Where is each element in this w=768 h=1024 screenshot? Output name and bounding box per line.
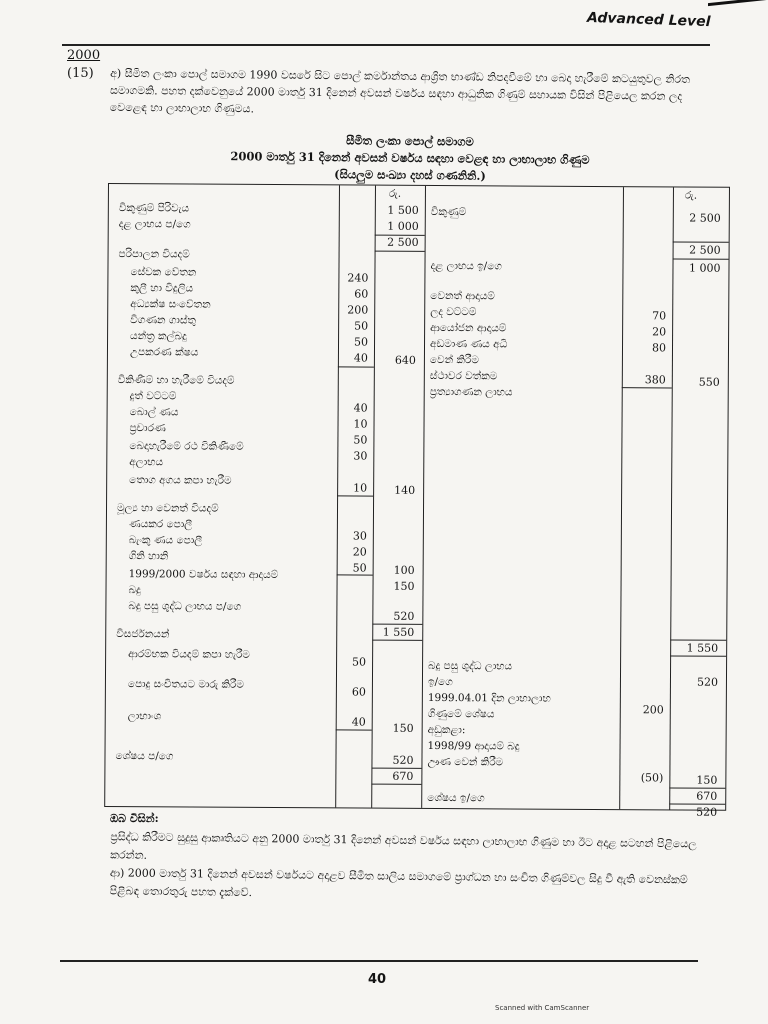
instructions-text — [110, 828, 711, 907]
debit-amount: 1 000 — [387, 219, 419, 233]
instruction-text: 2000 මාර්තු 31 දිනෙන් අවසන් වර්ෂයට අදාළව සීමිත සාලිය සමාගමේ ප්‍රාග්ධන හා සංචිත ගිණුම්වල සිදු වී ඇති වෙනස්කම් පිළිබඳ තොරතුරු පහත දැක්වේ. — [109, 866, 688, 900]
instruction-line — [110, 864, 710, 907]
debit-detail: 240 — [347, 271, 369, 285]
credit-label: ලද වට්ටම් — [430, 305, 477, 319]
header-label: Advanced Level — [586, 9, 711, 31]
credit-total: 670 — [696, 789, 718, 803]
credit-amount: 150 — [696, 773, 718, 787]
debit-label: ගිනි හානි — [128, 550, 169, 563]
debit-label: බෙදාහැරීමේ රථ විකිණීමේ — [129, 440, 244, 453]
credit-amount: 1 000 — [688, 261, 721, 275]
credit-label: විකුණුම් — [430, 205, 467, 219]
debit-label: කුලී හා විදුලිය — [130, 282, 194, 295]
credit-detail: 200 — [642, 703, 664, 717]
credit-label: බදු පසු ශුද්ධ ලාභය — [428, 659, 513, 673]
debit-detail: 60 — [351, 685, 366, 699]
statement-title: සීමිත ලංකා පොල් සමාගම — [346, 133, 474, 149]
debit-amount: 140 — [394, 483, 416, 497]
debit-detail: 30 — [353, 449, 368, 463]
debit-label: අධ්‍යක්ෂ සංවේතන — [130, 298, 211, 311]
debit-detail: 50 — [353, 433, 368, 447]
debit-detail: 20 — [352, 545, 367, 559]
scanner-watermark: Scanned with CamScanner — [495, 1004, 590, 1012]
debit-detail: 50 — [352, 655, 367, 669]
underline — [336, 729, 372, 730]
debit-amount: 640 — [394, 353, 416, 367]
credit-label: ශේෂය ඉ/ගෙ — [427, 791, 485, 805]
debit-total: 2 500 — [387, 235, 419, 249]
credit-label: අඩමාණ ණය අධි — [429, 337, 508, 351]
credit-label: වෙන් කිරීම — [429, 353, 479, 367]
debit-label: බොල් ණය — [129, 406, 179, 419]
statement-note: (සියලුම සංඛ්‍යා දහස් ගණනිනි.) — [334, 167, 486, 183]
debit-label: ආරම්භක වියදම් කපා හැරීම — [128, 648, 251, 661]
debit-detail: 10 — [353, 481, 368, 495]
credit-label: ඌණ වෙන් කිරීම — [427, 755, 504, 769]
credit-label: ආයෝජන ආදායම් — [430, 321, 507, 335]
credit-amount: 520 — [696, 675, 719, 689]
currency-label: රු. — [684, 189, 698, 202]
underline — [622, 387, 672, 388]
credit-label: ස්ථාවර වත්කම — [429, 369, 498, 383]
credit-label: ඉ/ගෙ — [427, 675, 453, 689]
underline — [670, 655, 726, 656]
column-divider — [421, 186, 426, 808]
underline — [337, 495, 373, 496]
intro-text: සීමිත ලංකා පොල් සමාගම 1990 වසරේ සිට පොල් කර්මාන්තය ආශ්‍රිත භාණ්ඩ නිපදවීමේ හා බෙදා හැරීමේ කටයුතුවල නිරත සමාගමකි. පහත දක්වෙනුයේ 2000 මාර්තු 31 දිනෙන් අවසන් වර්ෂය සඳහා ආධුනික ගිණුම් සහායක විසින් පිළියෙල කරන ලද වෙළෙඳ හා ලාභාලාභ ගිණුමය. — [109, 67, 691, 116]
debit-label: උපකරණ ක්ෂය — [129, 346, 199, 359]
instruction-marker: ආ) — [109, 866, 125, 880]
credit-section-heading: වෙනත් ආදායම් — [430, 289, 495, 303]
instructions-heading: ඔබ විසින්: — [110, 812, 159, 825]
header-rule — [62, 44, 710, 46]
question-year: 2000 — [67, 48, 101, 63]
debit-label: තොග අගය කපා හැරීම — [129, 474, 232, 487]
intro-marker: අ) — [110, 66, 122, 80]
credit-label: දළ ලාභය ඉ/ගෙ — [430, 259, 502, 273]
debit-label: සේවක වේතන — [130, 266, 197, 279]
debit-label: ශේෂය ප/ගෙ — [115, 750, 174, 763]
debit-section-heading: විකිණීම් හා හැරීමේ වියදම් — [117, 374, 235, 387]
debit-detail: 30 — [352, 529, 367, 543]
debit-detail: 50 — [352, 561, 367, 575]
credit-label: 1999.04.01 දින ලාභාලාභ — [427, 691, 551, 705]
debit-amount: 150 — [392, 721, 414, 735]
column-divider — [669, 187, 674, 809]
debit-label: ලාභාංශ — [127, 710, 162, 723]
debit-label: දළ ලාභය ප/ගෙ — [118, 218, 191, 231]
underline — [372, 640, 422, 641]
credit-detail: 380 — [644, 373, 666, 387]
debit-amount: 520 — [392, 753, 414, 767]
credit-total: 1 550 — [686, 641, 719, 655]
underline — [371, 784, 421, 785]
debit-detail: 200 — [347, 303, 369, 317]
footer-rule — [60, 960, 698, 962]
credit-amount: 550 — [698, 375, 720, 389]
debit-label: අලාභය — [129, 456, 164, 469]
credit-detail: 80 — [651, 341, 667, 355]
debit-detail: 60 — [354, 287, 369, 301]
credit-total: 2 500 — [689, 243, 721, 257]
statement-subtitle: 2000 මාර්තු 31 දිනෙන් අවසන් වර්ෂය සඳහා වෙළඳ හා ලාභාලාභ ගිණුම — [230, 149, 590, 167]
debit-detail: 10 — [353, 417, 368, 431]
debit-label: බැංකු ණය පොලී — [128, 534, 203, 547]
debit-detail: 40 — [351, 715, 366, 729]
question-intro — [110, 65, 711, 122]
credit-label: ප්‍රත්‍යාගණන ලාභය — [429, 385, 513, 399]
underline — [337, 574, 373, 575]
debit-label: ණයකර පොලී — [128, 518, 193, 531]
debit-total: 1 550 — [382, 625, 415, 639]
underline — [338, 366, 374, 367]
debit-label: දුත් වට්ටම් — [129, 390, 177, 403]
debit-detail: 50 — [354, 319, 369, 333]
credit-amount: 520 — [696, 805, 718, 819]
credit-label: අඩුකළා: — [427, 723, 466, 737]
page-number: 40 — [368, 972, 387, 987]
debit-section-heading: පරිපාලන වියදම් — [118, 248, 190, 261]
credit-detail: 70 — [652, 309, 667, 323]
underline — [673, 258, 729, 259]
debit-amount: 520 — [393, 609, 415, 623]
debit-label: යන්ත්‍ර කල්බදු — [130, 330, 187, 343]
debit-label: විගණන ගාස්තු — [130, 314, 196, 327]
debit-label: පොදු සංචිතයට මාරු කිරීම — [127, 678, 244, 691]
debit-amount: 150 — [393, 579, 415, 593]
debit-amount: 100 — [393, 563, 415, 577]
instruction-line: ප්‍රසිද්ධ කිරීමට සුදුසු ආකෘතියට අනු 2000 මාර්තු 31 දිනෙන් අවසන් වර්ෂය සඳහා ලාභාලාභ ගිණුම හා ඊට අදාළ සටහන් පිළියෙල කරන්න. — [110, 830, 697, 862]
debit-detail: 40 — [353, 401, 368, 415]
debit-label: 1999/2000 වර්ෂය සඳහා ආදායම් — [128, 568, 279, 582]
debit-section-heading: මූල්‍ය හා වෙනත් වියදම් — [116, 502, 219, 515]
debit-detail: 40 — [353, 351, 368, 365]
debit-label: ප්‍රචාරණ — [129, 422, 166, 435]
debit-label: බදු පසු ශුද්ධ ලාභය ප/ගෙ — [128, 600, 242, 613]
credit-amount: 2 500 — [689, 211, 721, 225]
corner-decoration — [708, 0, 768, 20]
underline — [375, 251, 425, 252]
currency-label: රු. — [388, 187, 402, 200]
credit-label: 1998/99 ආදායම් බදු — [427, 739, 520, 753]
debit-amount: 1 500 — [387, 203, 419, 217]
credit-label: ගිණුමේ ශේෂය — [427, 707, 495, 721]
debit-total: 670 — [392, 769, 414, 783]
debit-label: බදු — [128, 584, 141, 597]
debit-detail: 50 — [353, 335, 369, 349]
question-number: (15) — [67, 66, 94, 81]
debit-section-heading: විසර්ජනයන් — [116, 628, 170, 641]
credit-detail: (50) — [640, 771, 664, 785]
credit-detail: 20 — [652, 325, 667, 339]
debit-label: විකුණුම් පිරිවැය — [118, 202, 190, 215]
